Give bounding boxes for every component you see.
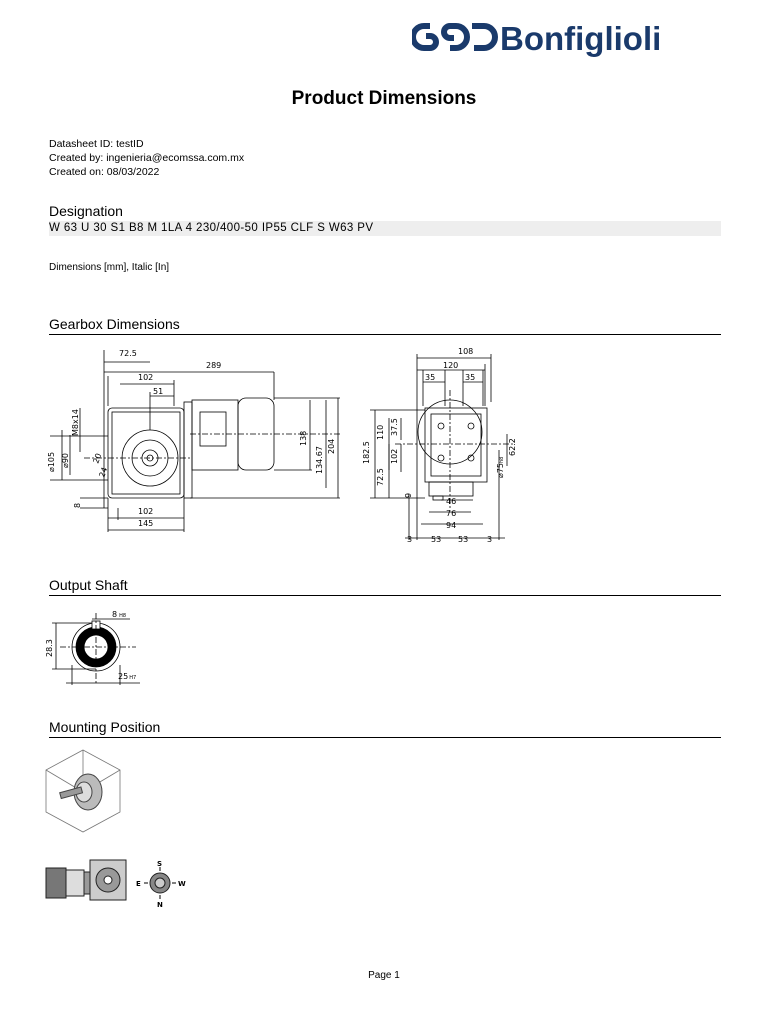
dim-dia-90: ⌀90	[61, 453, 70, 468]
compass-w: W	[178, 880, 186, 888]
section-mounting-position: Mounting Position	[49, 719, 721, 738]
dim-20: 20	[91, 452, 104, 465]
dim-72-5-front: 72.5	[376, 468, 385, 486]
designation-heading: Designation	[49, 203, 123, 219]
dim-108: 108	[458, 347, 474, 356]
dim-53-right: 53	[458, 535, 469, 544]
dim-76: 76	[446, 509, 457, 518]
bonfiglioli-symbol-icon	[413, 26, 495, 48]
dim-102-bottom: 102	[138, 507, 154, 516]
created-on: Created on: 08/03/2022	[49, 166, 160, 178]
dim-3-right: 3	[487, 535, 493, 544]
datasheet-id: Datasheet ID: testID	[49, 138, 144, 150]
dim-204: 204	[327, 438, 336, 454]
created-by: Created by: ingenieria@ecomssa.com.mx	[49, 152, 245, 164]
mounting-isometric-icon	[44, 748, 122, 834]
dim-72-5: 72.5	[119, 349, 137, 358]
dim-134-67: 134.67	[315, 446, 324, 474]
dim-24: 24	[97, 466, 110, 479]
dim-8: 8	[73, 502, 82, 508]
dim-94: 94	[446, 521, 457, 530]
compass-s: S	[157, 860, 163, 868]
shaft-dim-28-3: 28.3	[45, 639, 54, 657]
dim-182-5: 182.5	[362, 441, 371, 464]
output-shaft-drawing	[40, 605, 160, 690]
dim-9: 9	[404, 492, 413, 498]
gearbox-side-view-drawing	[40, 340, 360, 550]
dim-46: 46	[446, 497, 457, 506]
dim-51: 51	[153, 387, 164, 396]
section-gearbox-dimensions: Gearbox Dimensions	[49, 316, 721, 335]
designation-value: W 63 U 30 S1 B8 M 1LA 4 230/400-50 IP55 CLF S W63 PV	[49, 221, 721, 236]
dim-m8x14: M8x14	[71, 409, 80, 436]
gearbox-front-view-drawing	[355, 340, 535, 550]
units-note: Dimensions [mm], Italic [In]	[49, 262, 170, 273]
dim-dia-75: ⌀75h8	[496, 456, 505, 478]
dim-37-5: 37.5	[390, 418, 399, 436]
compass-e: E	[136, 880, 141, 888]
dim-35-left: 35	[425, 373, 436, 382]
dim-138: 138	[299, 430, 308, 446]
dim-102-top: 102	[138, 373, 154, 382]
page-title: Product Dimensions	[291, 88, 477, 109]
dim-120: 120	[443, 361, 459, 370]
mounting-compass-icon	[134, 857, 190, 909]
section-output-shaft: Output Shaft	[49, 577, 721, 596]
dim-110: 110	[376, 424, 385, 440]
dim-3-left: 3	[407, 535, 413, 544]
dim-35-right: 35	[465, 373, 476, 382]
dim-dia-105: ⌀105	[47, 451, 56, 472]
shaft-dim-8: 8 H8	[112, 610, 127, 619]
mounting-gearbox-icon	[44, 852, 134, 907]
dim-102: 102	[390, 448, 399, 464]
dim-62-2: 62.2	[508, 438, 517, 456]
compass-n: N	[157, 901, 163, 909]
dim-53-left: 53	[431, 535, 442, 544]
page-number: Page 1	[368, 970, 400, 981]
brand-name: Bonfiglioli	[500, 20, 662, 57]
dim-289: 289	[206, 361, 222, 370]
dim-145: 145	[138, 519, 154, 528]
bonfiglioli-logo	[412, 18, 702, 58]
shaft-dim-25: 25H7	[118, 672, 137, 681]
